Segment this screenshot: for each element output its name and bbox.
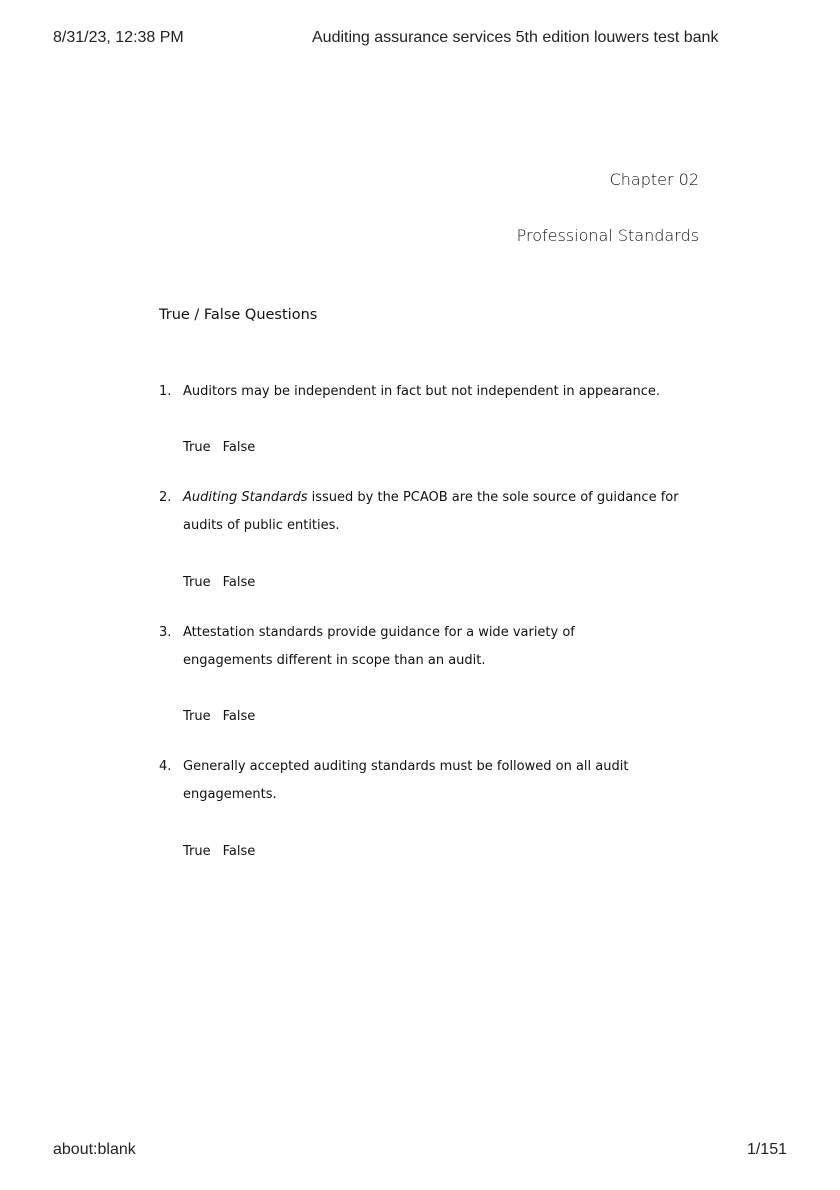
question-number: 2. <box>159 490 172 505</box>
answer-true[interactable]: True <box>183 844 211 859</box>
question-1 <box>159 378 704 406</box>
question-text-body: issued by the PCAOB are the sole source of guidance for audits of public entities. <box>183 490 679 533</box>
question-2 <box>159 484 704 540</box>
question-4 <box>159 753 629 809</box>
question-text <box>183 378 704 406</box>
chapter-subject: Professional Standards <box>516 226 699 245</box>
answer-false[interactable]: False <box>222 709 256 724</box>
question-3-answers <box>183 709 267 724</box>
question-1-answers <box>183 440 267 455</box>
page-counter: 1/151 <box>746 1141 787 1158</box>
question-2-answers <box>183 575 267 590</box>
question-text-body: Auditors may be independent in fact but not independent in appearance. <box>183 384 661 399</box>
question-number: 3. <box>159 625 172 640</box>
section-title: True / False Questions <box>159 307 318 323</box>
answer-true[interactable]: True <box>183 575 211 590</box>
print-header <box>53 29 787 49</box>
print-footer <box>53 1141 787 1161</box>
question-text-body: Attestation standards provide guidance for a wide variety of engagements different in scope than an audit. <box>183 625 575 668</box>
question-number: 4. <box>159 759 172 774</box>
print-date: 8/31/23, 12:38 PM <box>53 29 184 46</box>
answer-true[interactable]: True <box>183 440 211 455</box>
answer-false[interactable]: False <box>222 575 256 590</box>
question-text <box>183 484 704 540</box>
answer-false[interactable]: False <box>222 440 256 455</box>
answer-false[interactable]: False <box>222 844 256 859</box>
question-text-italic: Auditing Standards <box>183 490 308 505</box>
print-url: about:blank <box>53 1141 136 1158</box>
chapter-heading: Chapter 02 <box>609 170 699 189</box>
answer-true[interactable]: True <box>183 709 211 724</box>
question-text <box>183 753 629 809</box>
print-document-title: Auditing assurance services 5th edition louwers test bank <box>312 29 719 46</box>
question-4-answers <box>183 844 267 859</box>
question-3 <box>159 619 659 675</box>
question-number: 1. <box>159 384 172 399</box>
question-text-body: Generally accepted auditing standards must be followed on all audit engagements. <box>183 759 629 802</box>
question-text <box>183 619 659 675</box>
